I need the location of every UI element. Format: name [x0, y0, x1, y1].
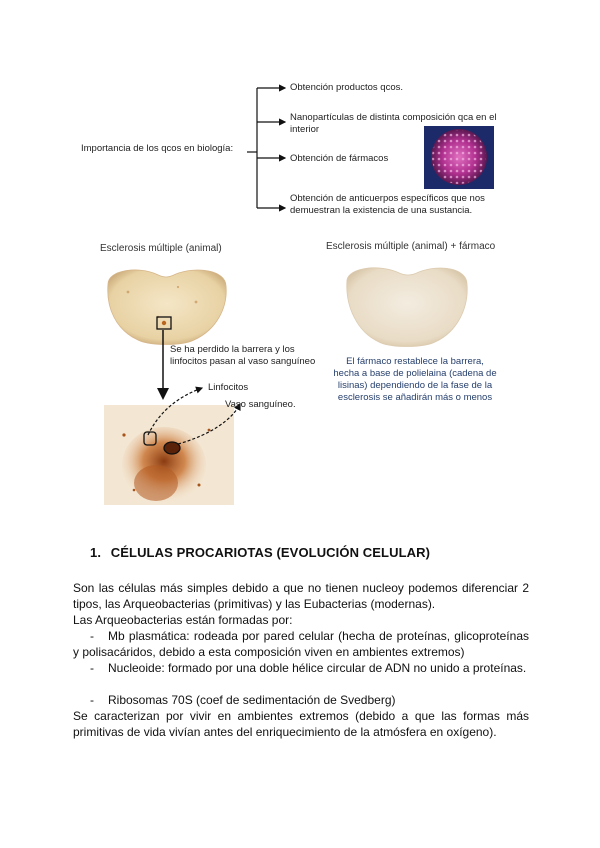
- label-linfocitos: Linfocitos: [208, 382, 249, 393]
- bullet-text: Mb plasmática: rodeada por pared celular (hecha de proteínas, glicoproteínas y polisacáridos, debido a esta composición viven en ambientes extremos): [73, 629, 529, 659]
- bullet-marker: -: [90, 629, 94, 643]
- right-brain-section-image: [341, 262, 473, 350]
- bullet-marker: -: [90, 693, 94, 707]
- diagram-branch-4: Obtención de anticuerpos específicos que nos demuestran la existencia de una sustancia.: [290, 193, 485, 216]
- formed-by-line: Las Arqueobacterias están formadas por:: [73, 613, 293, 627]
- intro-paragraph: Son las células más simples debido a que no tienen nucleoy podemos diferenciar 2 tipos, las Arqueobacterias (primitivas) y las Eubacterias (modernas).: [73, 581, 529, 611]
- diagram-branch-3: Obtención de fármacos: [290, 153, 389, 164]
- drug-effect-text: El fármaco restablece la barrera, hecha a base de polielaina (cadena de lisinas) dependiendo de la fase de la esclerosis se añadirán más o menos: [333, 356, 497, 403]
- bullet-item-2: [73, 660, 529, 676]
- right-figure-caption: Esclerosis múltiple (animal) + fármaco: [326, 241, 496, 252]
- bullet-text: Ribosomas 70S (coef de sedimentación de Svedberg): [108, 693, 396, 707]
- nanoparticle-image: [424, 126, 494, 189]
- section-number: 1.: [90, 545, 102, 560]
- label-vaso-sanguineo: Vaso sanguíneo.: [225, 399, 296, 410]
- bullet-text: Nucleoide: formado por una doble hélice circular de ADN no unido a proteínas.: [108, 661, 527, 675]
- section-heading: [90, 545, 430, 560]
- bullet-item-1: [73, 628, 529, 660]
- diagram-branch-1: Obtención productos qcos.: [290, 82, 404, 93]
- bullet-item-3: [73, 692, 529, 708]
- diagram-root-label: Importancia de los qcos en biología:: [81, 143, 234, 154]
- closing-paragraph: Se caracterizan por vivir en ambientes extremos (debido a que las formas más primitivas de vida vivían antes del enriquecimiento de la atmósfera en oxígeno).: [73, 709, 529, 739]
- section-title: CÉLULAS PROCARIOTAS (EVOLUCIÓN CELULAR): [110, 545, 431, 560]
- label-pointers: [140, 380, 270, 460]
- left-figure-caption: Esclerosis múltiple (animal): [100, 243, 222, 254]
- diagram-branch-2: Nanopartículas de distinta composición qca en el interior: [290, 112, 497, 135]
- barrier-callout: Se ha perdido la barrera y los linfocitos pasan al vaso sanguíneo: [170, 344, 316, 367]
- bullet-marker: -: [90, 661, 94, 675]
